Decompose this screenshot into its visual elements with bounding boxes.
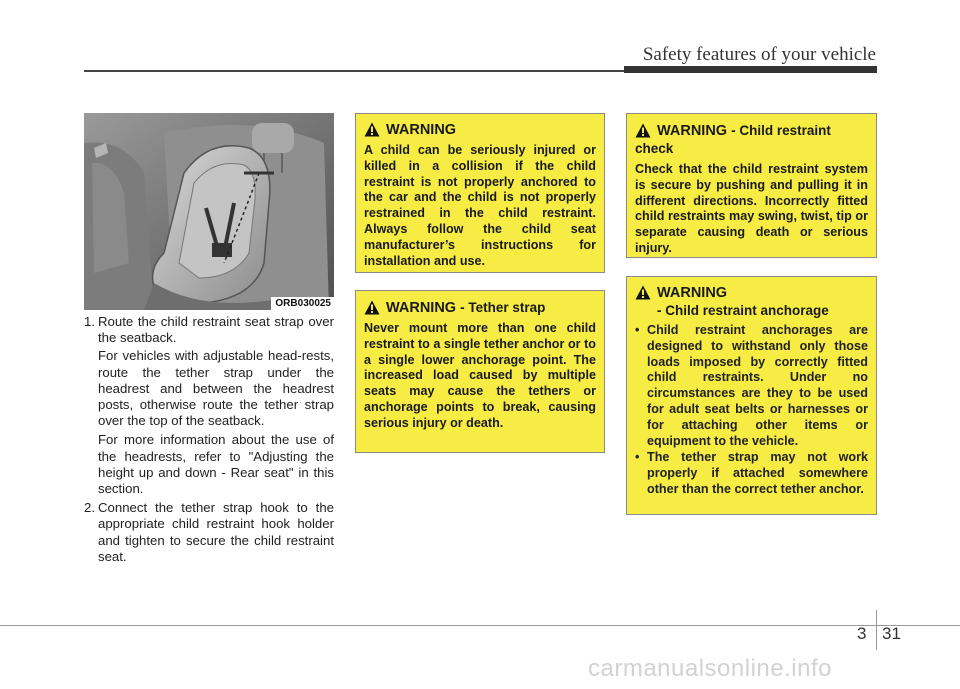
warning-label: WARNING (657, 123, 728, 139)
warning-heading (364, 299, 596, 317)
warning-list (635, 323, 868, 498)
list-item-text: Child restraint anchorages are designed to withstand only those loads imposed by correctly fitted child restraints. Under no circumstances are they to be used for adult seat belts or harnesses or for attaching other items or equipment to the vehicle. (647, 323, 868, 448)
bullet: • (635, 450, 640, 465)
step-text: Connect the tether strap hook to the appropriate child restraint hook holder and tighten to secure the child restraint seat. (98, 500, 334, 564)
warning-triangle-icon (635, 285, 651, 300)
step-number: 2. (84, 500, 95, 516)
warning-triangle-icon (635, 123, 651, 138)
warning-subtitle: - Tether strap (460, 300, 546, 315)
figure-code: ORB030025 (271, 297, 334, 310)
list-item (635, 323, 868, 449)
warning-text: Check that the child restraint system is secure by pushing and pulling it in different directions. Incorrectly fitted child restraints may swing, twist, tip or separate causing death or serious injury. (635, 162, 868, 255)
watermark: carmanualsonline.info (588, 655, 832, 682)
warning-triangle-icon (364, 300, 380, 315)
list-item (635, 450, 868, 497)
warning-label: WARNING (386, 122, 457, 138)
warning-heading (635, 285, 868, 319)
warning-box-child-restraint-anchorage (626, 276, 877, 515)
step-2 (84, 500, 334, 565)
warning-label: WARNING (386, 300, 457, 316)
warning-box-child-restraint-check (626, 113, 877, 258)
warning-heading (635, 122, 868, 158)
warning-label: WARNING (657, 285, 728, 301)
warning-text: A child can be seriously injured or killed in a collision if the child restraint is not properly anchored to the car and the child is not properly restrained in the child restraint. Always follow the child seat manufacturer’s instructions for installation and use. (364, 143, 596, 268)
step-1-note-headrests: For vehicles with adjustable head-rests, route the tether strap under the headrest and between the headrest posts, otherwise route the tether strap over the top of the seatback. (98, 348, 334, 429)
warning-subtitle: - Child restraint check (635, 123, 831, 156)
warning-triangle-icon (364, 122, 380, 137)
bullet: • (635, 323, 640, 337)
warning-box-tether-strap (355, 290, 605, 453)
chapter-number: 3 (857, 624, 867, 643)
child-seat-drawing (84, 113, 334, 310)
section-title: Safety features of your vehicle (642, 44, 876, 65)
instructions (84, 314, 334, 567)
list-item-text: The tether strap may not work properly if attached somewhere other than the correct tether anchor. (647, 450, 868, 496)
step-number: 1. (84, 314, 95, 329)
header-rule-thin (84, 70, 624, 72)
warning-subtitle: - Child restraint anchorage (657, 303, 829, 318)
warning-box-general (355, 113, 605, 273)
page-number: 31 (882, 624, 901, 643)
warning-text: Never mount more than one child restraint to a single tether anchor or to a single lower anchorage point. The increased load caused by multiple seats may cause the tethers or anchorage points to break, causing serious injury or death. (364, 321, 596, 430)
child-seat-illustration (84, 113, 334, 310)
footer-rule (0, 625, 960, 626)
step-text: Route the child restraint seat strap over the seatback. (98, 314, 334, 346)
footer-separator (876, 610, 877, 650)
step-1-note-reference: For more information about the use of the headrests, refer to "Adjusting the height up and down - Rear seat" in this section. (98, 432, 334, 497)
step-1 (84, 314, 334, 346)
warning-heading (364, 122, 596, 139)
header-rule-thick (624, 66, 877, 73)
